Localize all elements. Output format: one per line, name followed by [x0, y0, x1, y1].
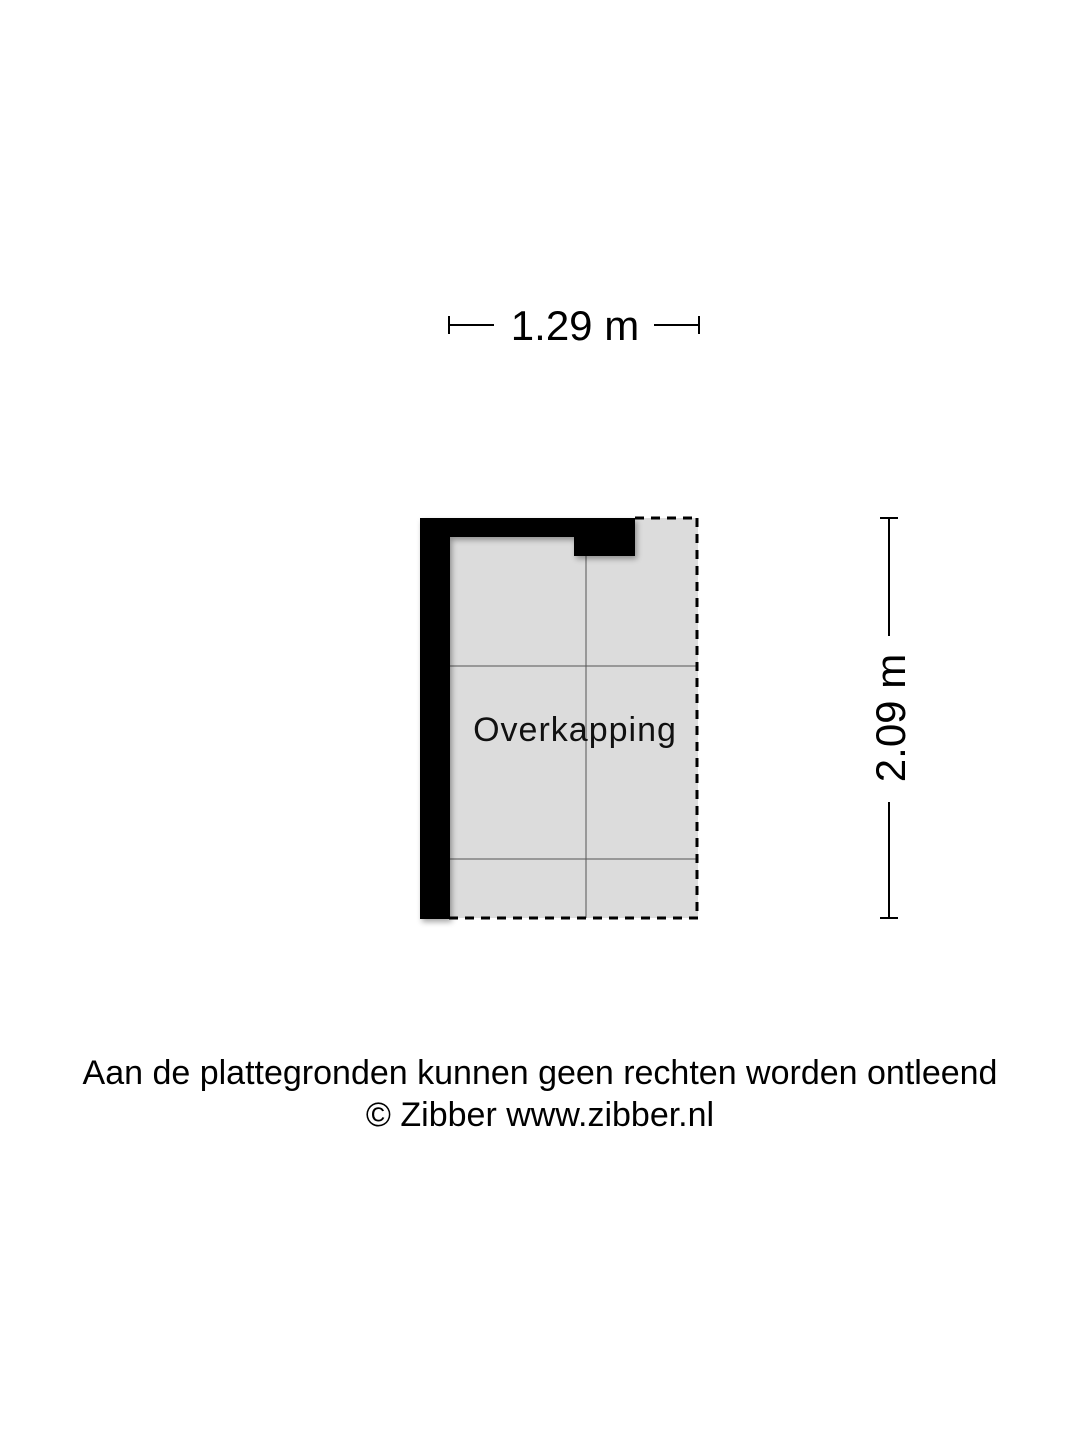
copyright-text: © Zibber www.zibber.nl	[365, 1096, 715, 1134]
width-dimension	[449, 302, 699, 349]
footer	[0, 1052, 1080, 1136]
width-dimension-label: 1.29 m	[510, 302, 640, 349]
wall-left	[420, 518, 450, 919]
wall-column	[574, 518, 635, 556]
disclaimer-text: Aan de plattegronden kunnen geen rechten worden ontleend	[82, 1054, 998, 1092]
height-dimension	[867, 518, 914, 918]
height-dimension-label: 2.09 m	[867, 653, 914, 783]
room-label: Overkapping	[473, 711, 677, 749]
